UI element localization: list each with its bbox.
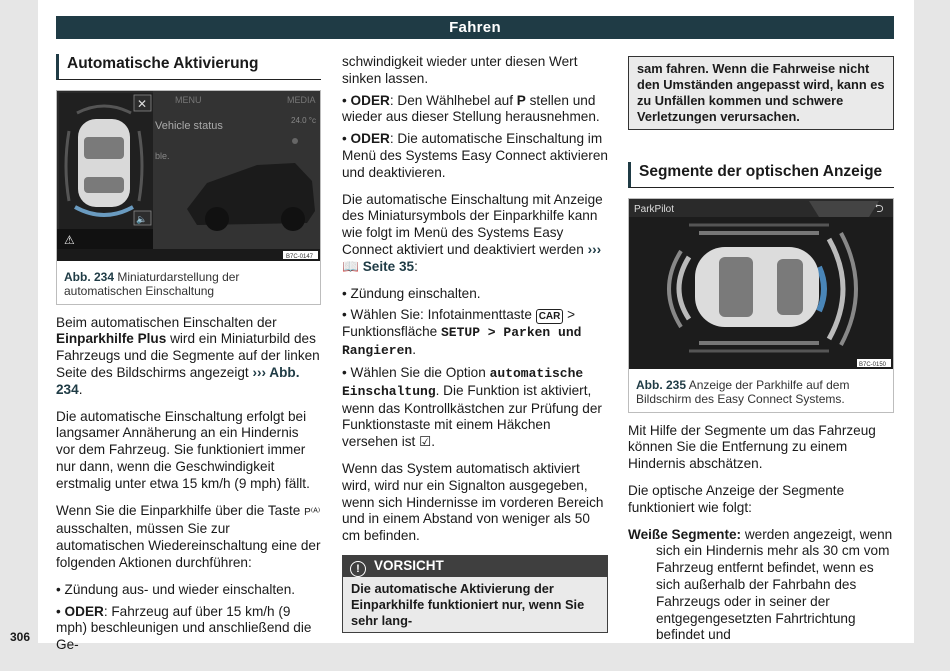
- paragraph-signal: Wenn das System automatisch aktiviert wird, wird nur ein Signalton ausgegeben, wenn sich Hindernisse im vorderen Bereich und in einem Abstand von weniger als 50 cm befinden.: [342, 460, 604, 544]
- vehicle-status-label: Vehicle status: [155, 119, 223, 132]
- sound-icon: 🔈: [136, 213, 148, 224]
- link-seite-35[interactable]: ››› 📖 Seite 35: [342, 241, 602, 274]
- definition-white-segments: Weiße Segmente: werden angezeigt, wenn sich ein Hindernis mehr als 30 cm vom Fahrzeug entfernt befindet, wenn es sich außerhalb der Fahrbahn des Fahrzeugs oder in seiner der entgegengesetzten Fahrtrichtung befindet und: [628, 526, 893, 643]
- list-item: • ODER: Die automatische Einschaltung im Menü des Systems Easy Connect aktivieren und deaktivieren.: [342, 131, 608, 180]
- paragraph-segments: Mit Hilfe der Segmente um das Fahrzeug können Sie die Entfernung zu einem Hindernis abschätzen.: [628, 422, 876, 472]
- menu-label: MENU: [175, 94, 202, 105]
- figure-234: [56, 90, 321, 305]
- list-item: • Zündung aus- und wieder einschalten.: [56, 581, 296, 597]
- caution-header: ! VORSICHT: [342, 555, 608, 577]
- link-abb-234[interactable]: ››› Abb. 234: [56, 364, 300, 397]
- caption-text: Anzeige der Parkhilfe auf dem Bildschirm des Easy Connect Systems.: [636, 377, 850, 407]
- paragraph-condition: Die automatische Einschaltung erfolgt bei langsamer Annäherung an ein Hindernis vor dem Fahrzeug. Sie funktioniert immer nur dann, wenn die Geschwindigkeit erstmalig unter etwa 15 km/h (9 mph) fällt.: [56, 408, 310, 491]
- caution-continued: sam fahren. Wenn die Fahrweise nicht den Umständen angepasst wird, kann es zu Unfällen kommen und schwere Verletzungen verursachen.: [628, 56, 894, 130]
- paragraph-intro: Beim automatischen Einschalten der Einparkhilfe Plus wird ein Miniaturbild des Fahrzeugs und die Segmente auf der linken Seite des Bildschirms angezeigt ››› Abb. 234.: [56, 314, 320, 397]
- media-label: MEDIA: [287, 94, 316, 105]
- caution-body: Die automatische Aktivierung der Einparkhilfe funktioniert nur, wenn Sie sehr lang-: [342, 577, 608, 633]
- caption-number: Abb. 234: [64, 269, 115, 284]
- figure-235-image: [629, 199, 893, 369]
- section-title-segmente: Segmente der optischen Anzeige: [628, 162, 894, 188]
- figure-235: [628, 198, 894, 413]
- section-title-automatische-aktivierung: Automatische Aktivierung: [56, 54, 321, 80]
- back-icon: ⮌: [874, 200, 884, 215]
- caution-icon: !: [350, 561, 366, 577]
- warning-icon: ⚠: [64, 232, 75, 247]
- column-left: [56, 54, 321, 659]
- page-header: Fahren: [56, 16, 894, 39]
- figure-234-image: [57, 91, 320, 261]
- close-icon: ✕: [137, 96, 148, 111]
- paragraph-display: Die optische Anzeige der Segmente funktioniert wie folgt:: [628, 482, 845, 515]
- figure-code: B7C-0150: [859, 361, 887, 368]
- list-item: • Wählen Sie: Infotainmenttaste CAR > Funktionsfläche SETUP > Parken und Rangieren.: [342, 307, 582, 359]
- list-item: • ODER: Fahrzeug auf über 15 km/h (9 mph) beschleunigen und anschließend die Ge-: [56, 603, 312, 653]
- parkpilot-title: ParkPilot: [634, 203, 675, 215]
- paragraph-continued: schwindigkeit wieder unter diesen Wert sinken lassen.: [342, 54, 578, 86]
- figure-235-caption: [629, 374, 893, 412]
- car-key-icon: CAR: [536, 309, 564, 324]
- column-middle: [342, 54, 608, 633]
- paragraph-reactivation: Wenn Sie die Einparkhilfe über die Taste P⁽ᴬ⁾ ausschalten, müssen Sie zur automatischen Wiedereinschaltung eine der folgenden Aktionen durchführen:: [56, 502, 321, 570]
- temperature-readout: 24.0 °c: [291, 115, 316, 125]
- paragraph-menu-setting: Die automatische Einschaltung mit Anzeige des Miniatursymbols der Einparkhilfe kann wie folgt im Menü des Systems Easy Connect aktiviert und deaktiviert werden ››› 📖 Seite 35:: [342, 191, 603, 274]
- list-item: • Wählen Sie die Option automatische Einschaltung. Die Funktion ist aktiviert, wenn das Kontrollkästchen zur Prüfung der Funktionstaste mit einem Häkchen versehen ist ☑.: [342, 364, 602, 450]
- list-item: • Zündung einschalten.: [342, 285, 481, 301]
- park-assist-key-icon: P⁽ᴬ⁾: [304, 506, 321, 518]
- column-right: [628, 54, 894, 654]
- figure-code: B7C-0147: [286, 253, 314, 260]
- list-item: • ODER: Den Wählhebel auf P stellen und wieder aus dieser Stellung herausnehmen.: [342, 92, 600, 125]
- ble-text: ble.: [155, 150, 170, 161]
- figure-234-caption: [57, 266, 320, 304]
- page-number: 306: [10, 630, 31, 644]
- caption-text: Miniaturdarstellung der automatischen Einschaltung: [64, 269, 240, 299]
- caption-number: Abb. 235: [636, 377, 687, 392]
